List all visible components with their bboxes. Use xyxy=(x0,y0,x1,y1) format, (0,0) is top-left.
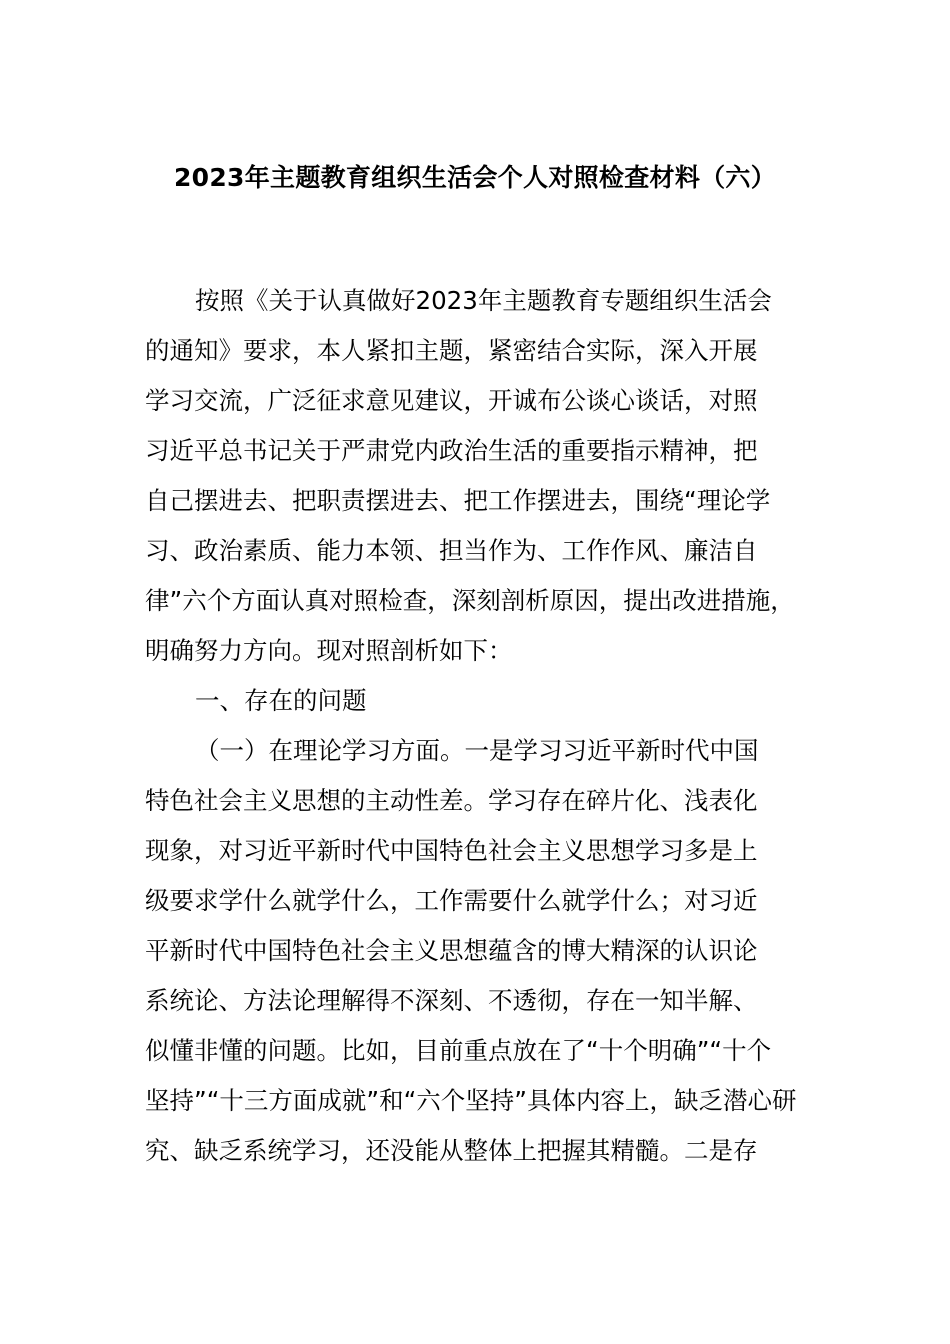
body-line: 平新时代中国特色社会主义思想蕴含的博大精深的认识论 xyxy=(145,936,758,965)
body-line: 似懂非懂的问题。比如，目前重点放在了“十个明确”“十个 xyxy=(145,1036,772,1065)
body-line: 系统论、方法论理解得不深刻、不透彻，存在一知半解、 xyxy=(145,986,758,1015)
body-line: 律”六个方面认真对照检查，深刻剖析原因，提出改进措施， xyxy=(145,586,795,615)
body-line: 自己摆进去、把职责摆进去、把工作摆进去，围绕“理论学 xyxy=(145,486,771,515)
section-heading: 一、存在的问题 xyxy=(195,686,367,715)
body-line: 坚持”“十三方面成就”和“六个坚持”具体内容上，缺乏潜心研 xyxy=(145,1086,797,1115)
body-line: 究、缺乏系统学习，还没能从整体上把握其精髓。二是存 xyxy=(145,1136,758,1165)
body-line: 按照《关于认真做好2023年主题教育专题组织生活会 xyxy=(195,286,772,315)
body-line: 习、政治素质、能力本领、担当作为、工作作风、廉洁自 xyxy=(145,536,758,565)
body-line: 习近平总书记关于严肃党内政治生活的重要指示精神，把 xyxy=(145,436,758,465)
body-line: 的通知》要求，本人紧扣主题，紧密结合实际，深入开展 xyxy=(145,336,758,365)
document-title: 2023年主题教育组织生活会个人对照检查材料（六） xyxy=(173,163,777,192)
body-line: 级要求学什么就学什么，工作需要什么就学什么；对习近 xyxy=(145,886,758,915)
body-line: 明确努力方向。现对照剖析如下： xyxy=(145,636,513,665)
body-line: 特色社会主义思想的主动性差。学习存在碎片化、浅表化 xyxy=(145,786,758,815)
body-line: 现象，对习近平新时代中国特色社会主义思想学习多是上 xyxy=(145,836,758,865)
body-line: 学习交流，广泛征求意见建议，开诚布公谈心谈话，对照 xyxy=(145,386,758,415)
body-line: （一）在理论学习方面。一是学习习近平新时代中国 xyxy=(195,736,759,765)
